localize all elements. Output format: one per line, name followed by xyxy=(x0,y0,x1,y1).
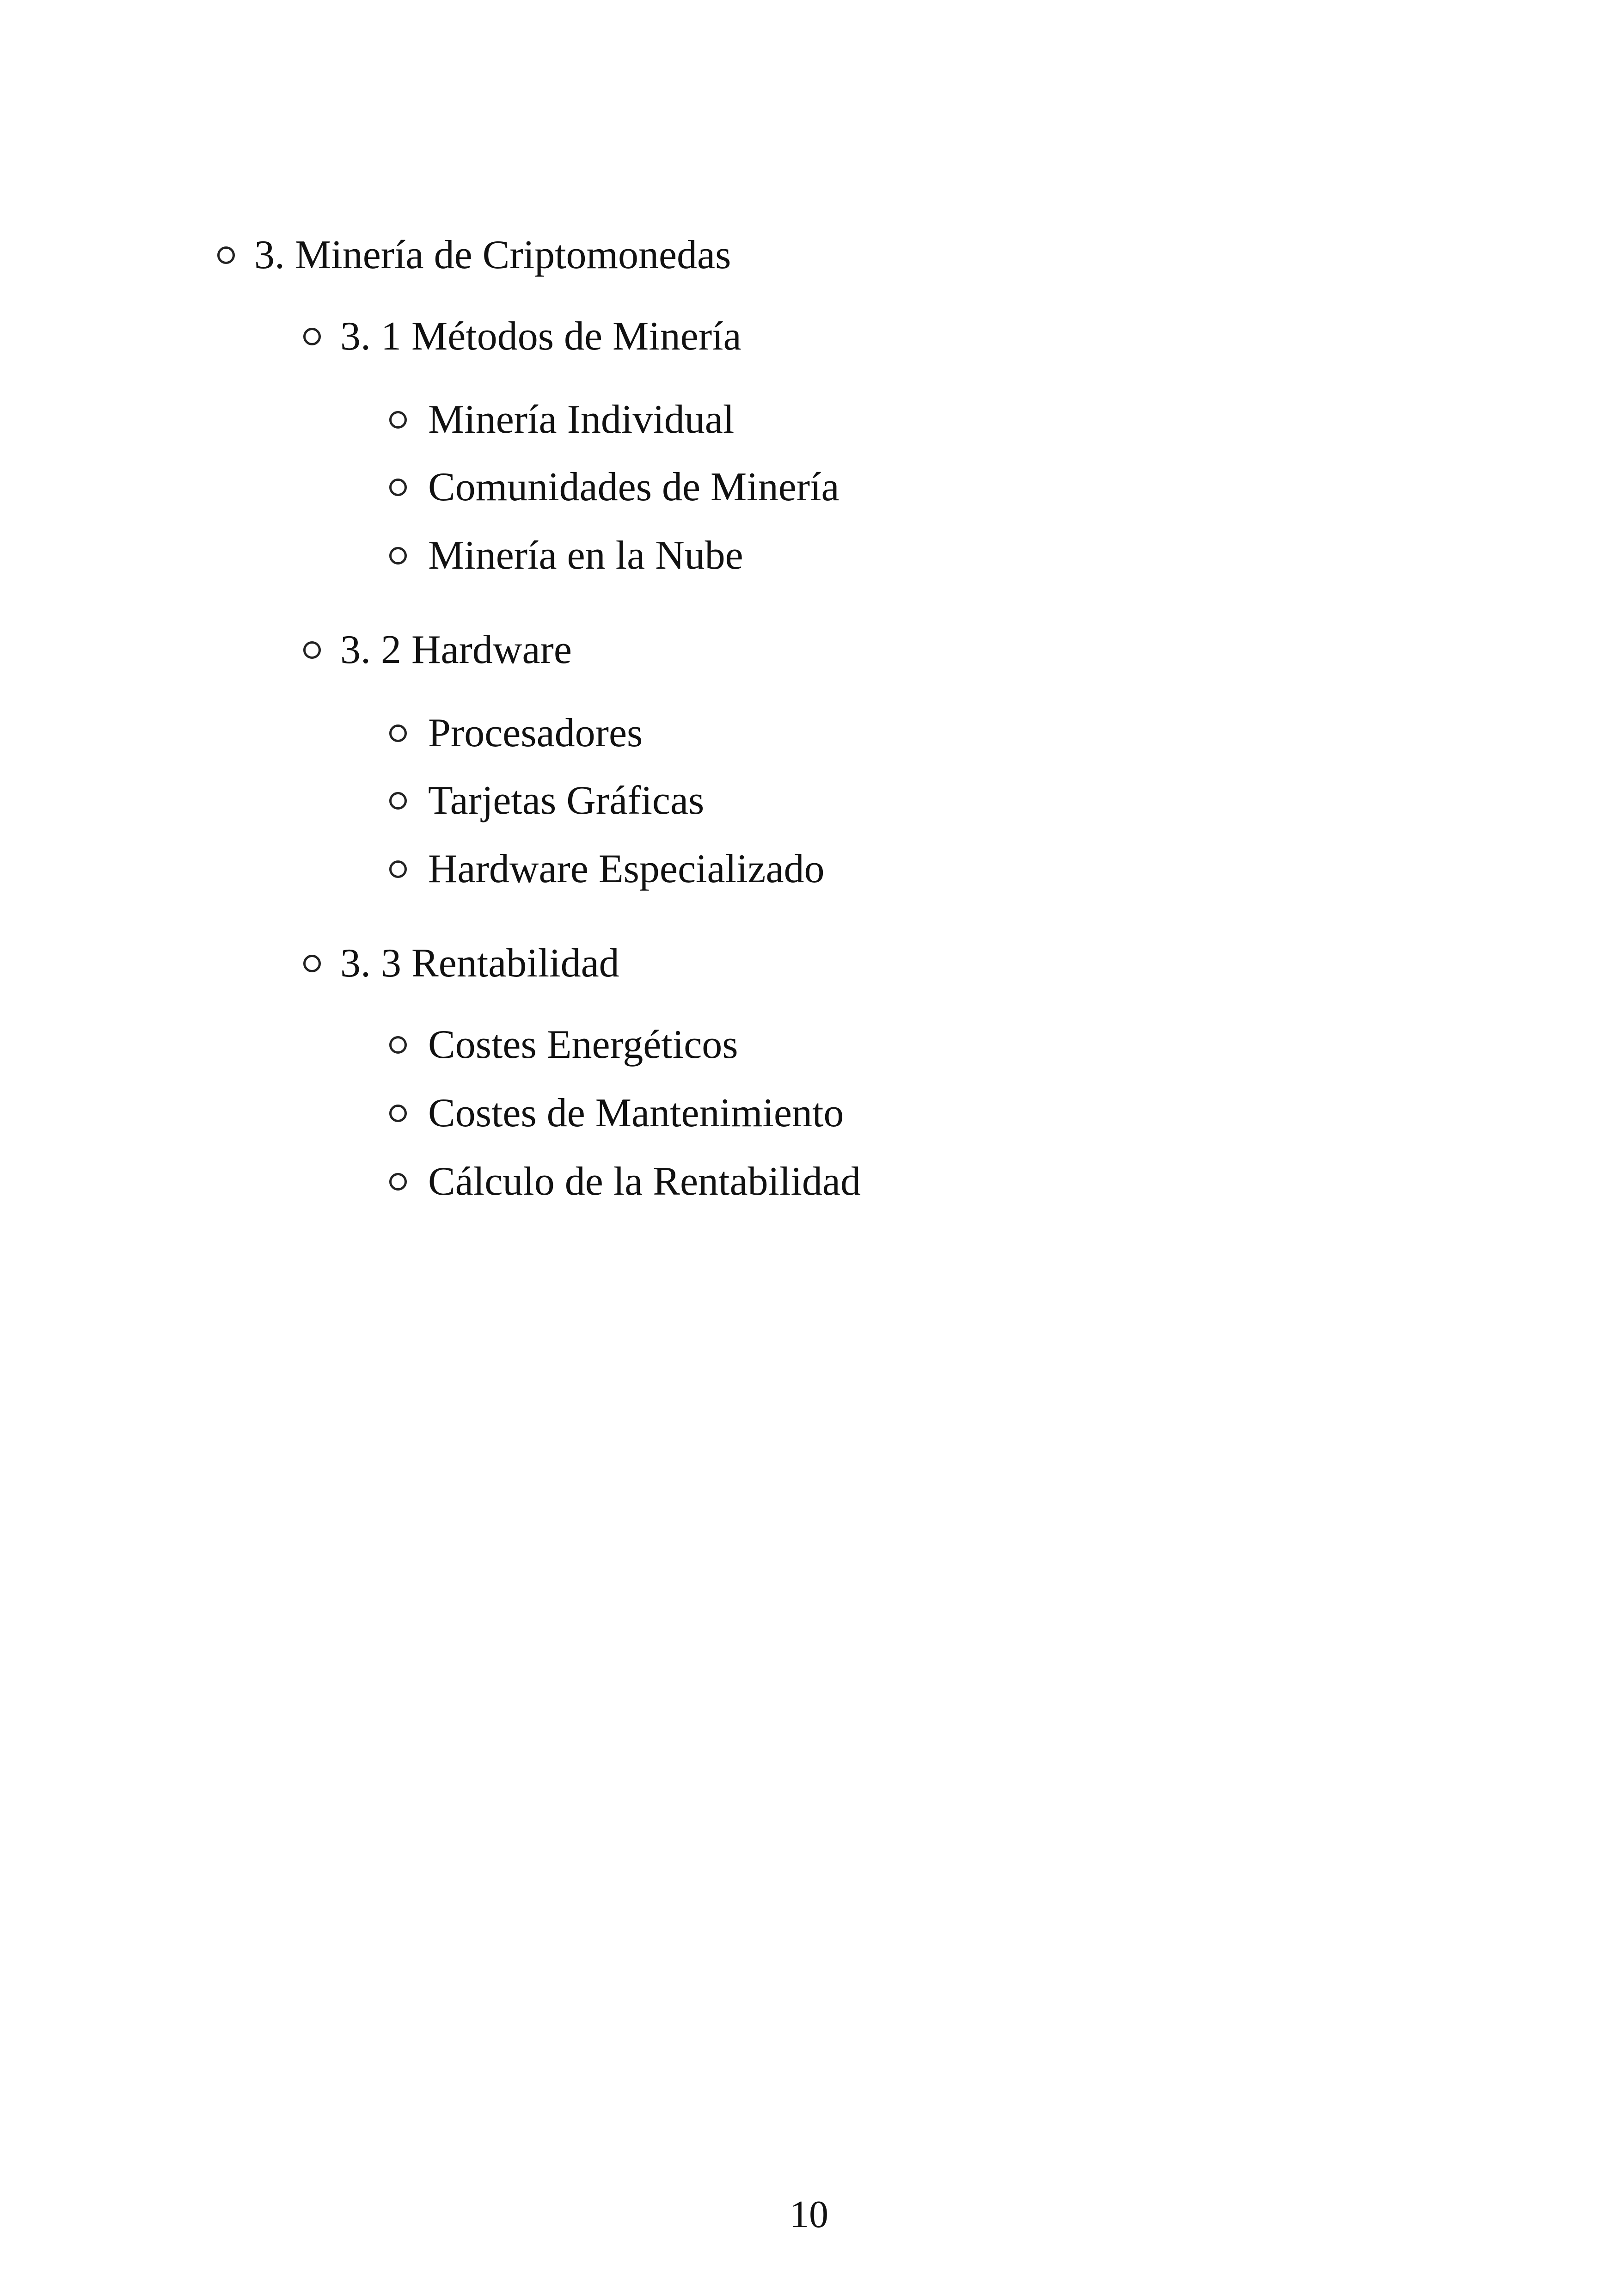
list-item xyxy=(389,713,643,754)
list-item-text: Procesadores xyxy=(428,711,643,755)
hollow-circle-bullet-icon xyxy=(303,955,321,972)
list-item-text: Minería Individual xyxy=(428,397,735,442)
section-title xyxy=(303,627,572,672)
hollow-circle-bullet-icon xyxy=(303,328,321,345)
list-item xyxy=(389,535,743,576)
list-item xyxy=(389,467,840,508)
list-item-text: Costes Energéticos xyxy=(428,1022,738,1067)
list-item xyxy=(389,1022,738,1067)
page-number: 10 xyxy=(790,2193,828,2236)
section-title xyxy=(303,943,619,984)
section-title-text: 3. 2 Hardware xyxy=(340,627,572,672)
hollow-circle-bullet-icon xyxy=(389,1036,407,1054)
hollow-circle-bullet-icon xyxy=(389,724,407,742)
hollow-circle-bullet-icon xyxy=(389,547,407,565)
list-item xyxy=(389,1093,844,1134)
hollow-circle-bullet-icon xyxy=(303,641,321,659)
section-title-text: 3. 1 Métodos de Minería xyxy=(340,314,742,359)
list-item xyxy=(389,849,825,890)
list-item-text: Tarjetas Gráficas xyxy=(428,778,705,823)
list-item-text: Hardware Especializado xyxy=(428,847,825,891)
hollow-circle-bullet-icon xyxy=(217,246,235,264)
list-item-text: Minería en la Nube xyxy=(428,533,743,578)
hollow-circle-bullet-icon xyxy=(389,411,407,429)
list-item-text: Costes de Mantenimiento xyxy=(428,1091,844,1136)
list-item xyxy=(389,399,734,440)
outline-heading-text: 3. Minería de Criptomonedas xyxy=(254,233,731,277)
hollow-circle-bullet-icon xyxy=(389,792,407,810)
outline-heading xyxy=(217,235,731,276)
hollow-circle-bullet-icon xyxy=(389,1173,407,1191)
list-item-text: Cálculo de la Rentabilidad xyxy=(428,1159,861,1204)
hollow-circle-bullet-icon xyxy=(389,860,407,878)
list-item-text: Comunidades de Minería xyxy=(428,465,840,510)
section-title-text: 3. 3 Rentabilidad xyxy=(340,941,619,986)
list-item xyxy=(389,1161,861,1202)
section-title xyxy=(303,316,742,357)
hollow-circle-bullet-icon xyxy=(389,479,407,496)
list-item xyxy=(389,780,704,821)
hollow-circle-bullet-icon xyxy=(389,1105,407,1122)
